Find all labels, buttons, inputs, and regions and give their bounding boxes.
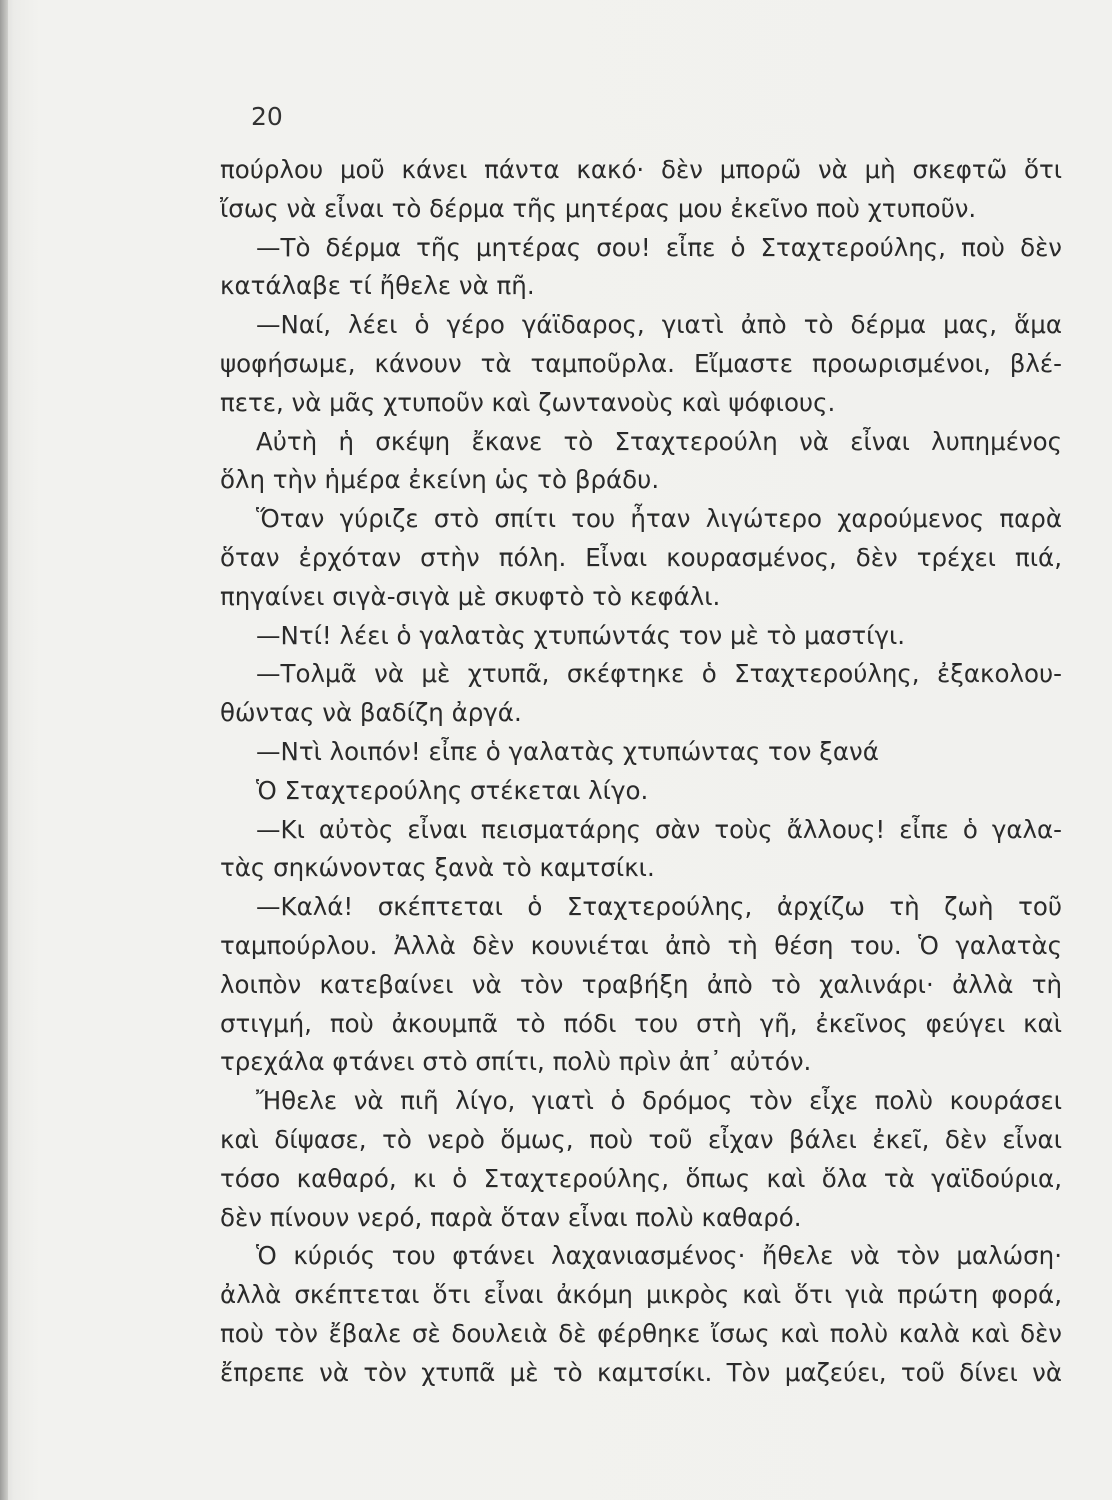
- text-line: πούρλου μοῦ κάνει πάντα κακό· δὲν μπορῶ νὰ μὴ σκεφτῶ ὅτι: [220, 155, 1062, 184]
- text-line: Ὁ κύριός του φτάνει λαχανιασμένος· ἤθελε νὰ τὸν μαλώση·: [256, 1241, 1062, 1271]
- body-text: [220, 151, 1062, 1393]
- text-line: καὶ δίψασε, τὸ νερὸ ὅμως, ποὺ τοῦ εἶχαν βάλει ἐκεῖ, δὲν εἶναι: [220, 1124, 1062, 1154]
- text-line: ἔπρεπε νὰ τὸν χτυπᾶ μὲ τὸ καμτσίκι. Τὸν μαζεύει, τοῦ δίνει νὰ: [220, 1357, 1062, 1387]
- text-line: δὲν πίνουν νερό, παρὰ ὅταν εἶναι πολὺ καθαρό.: [220, 1202, 802, 1232]
- text-line: —Ντί! λέει ὁ γαλατὰς χτυπώντάς τον μὲ τὸ μαστίγι.: [256, 620, 906, 650]
- text-line: Αὐτὴ ἡ σκέψη ἔκανε τὸ Σταχτερούλη νὰ εἶναι λυπημένος: [256, 426, 1062, 456]
- text-line: κατάλαβε τί ἤθελε νὰ πῆ.: [220, 271, 535, 301]
- page-number: 20: [251, 102, 283, 131]
- text-line: τὰς σηκώνοντας ξανὰ τὸ καμτσίκι.: [220, 853, 655, 883]
- text-line: ψοφήσωμε, κάνουν τὰ ταμποῦρλα. Εἴμαστε προωρισμένοι, βλέ-: [220, 348, 1062, 378]
- text-line: τόσο καθαρό, κι ὁ Σταχτερούλης, ὅπως καὶ ὅλα τὰ γαϊδούρια,: [220, 1163, 1062, 1193]
- text-line: Ὁ Σταχτερούλης στέκεται λίγο.: [256, 775, 649, 805]
- text-line: λοιπὸν κατεβαίνει νὰ τὸν τραβήξη ἀπὸ τὸ χαλινάρι· ἀλλὰ τὴ: [220, 969, 1062, 999]
- book-spine-shadow: [0, 0, 8, 1500]
- text-line: πετε, νὰ μᾶς χτυποῦν καὶ ζωντανοὺς καὶ ψόφιους.: [220, 387, 836, 417]
- text-line: —Κι αὐτὸς εἶναι πεισματάρης σὰν τοὺς ἄλλους! εἶπε ὁ γαλα-: [256, 814, 1062, 844]
- text-line: ἴσως νὰ εἶναι τὸ δέρμα τῆς μητέρας μου ἐκεῖνο ποὺ χτυποῦν.: [220, 193, 977, 223]
- text-line: Ἤθελε νὰ πιῆ λίγο, γιατὶ ὁ δρόμος τὸν εἶχε πολὺ κουράσει: [256, 1086, 1062, 1116]
- text-line: ταμπούρλου. Ἀλλὰ δὲν κουνιέται ἀπὸ τὴ θέση του. Ὁ γαλατὰς: [220, 930, 1062, 960]
- text-line: Ὅταν γύριζε στὸ σπίτι του ἦταν λιγώτερο χαρούμενος παρὰ: [256, 504, 1062, 534]
- text-line: —Τὸ δέρμα τῆς μητέρας σου! εἶπε ὁ Σταχτερούλης, ποὺ δὲν: [256, 232, 1062, 262]
- text-line: —Καλά! σκέπτεται ὁ Σταχτερούλης, ἀρχίζω τὴ ζωὴ τοῦ: [256, 892, 1062, 922]
- text-line: —Τολμᾶ νὰ μὲ χτυπᾶ, σκέφτηκε ὁ Σταχτερούλης, ἐξακολου-: [256, 659, 1062, 689]
- text-line: ὅλη τὴν ἡμέρα ἐκείνη ὡς τὸ βράδυ.: [220, 465, 660, 495]
- text-line: στιγμή, ποὺ ἀκουμπᾶ τὸ πόδι του στὴ γῆ, ἐκεῖνος φεύγει καὶ: [220, 1008, 1062, 1038]
- text-line: ποὺ τὸν ἔβαλε σὲ δουλειὰ δὲ φέρθηκε ἴσως καὶ πολὺ καλὰ καὶ δὲν: [220, 1318, 1062, 1348]
- text-line: θώντας νὰ βαδίζη ἀργά.: [220, 698, 522, 728]
- text-line: τρεχάλα φτάνει στὸ σπίτι, πολὺ πρὶν ἀπ᾽ αὐτόν.: [220, 1047, 812, 1077]
- text-line: —Ντὶ λοιπόν! εἶπε ὁ γαλατὰς χτυπώντας τον ξανά: [256, 736, 879, 766]
- text-line: ὅταν ἐρχόταν στὴν πόλη. Εἶναι κουρασμένος, δὲν τρέχει πιά,: [220, 542, 1062, 572]
- text-line: ἀλλὰ σκέπτεται ὅτι εἶναι ἀκόμη μικρὸς καὶ ὅτι γιὰ πρώτη φορά,: [220, 1280, 1062, 1310]
- text-line: —Ναί, λέει ὁ γέρο γάϊδαρος, γιατὶ ἀπὸ τὸ δέρμα μας, ἅμα: [256, 310, 1062, 340]
- text-line: πηγαίνει σιγὰ-σιγὰ μὲ σκυφτὸ τὸ κεφάλι.: [220, 581, 721, 611]
